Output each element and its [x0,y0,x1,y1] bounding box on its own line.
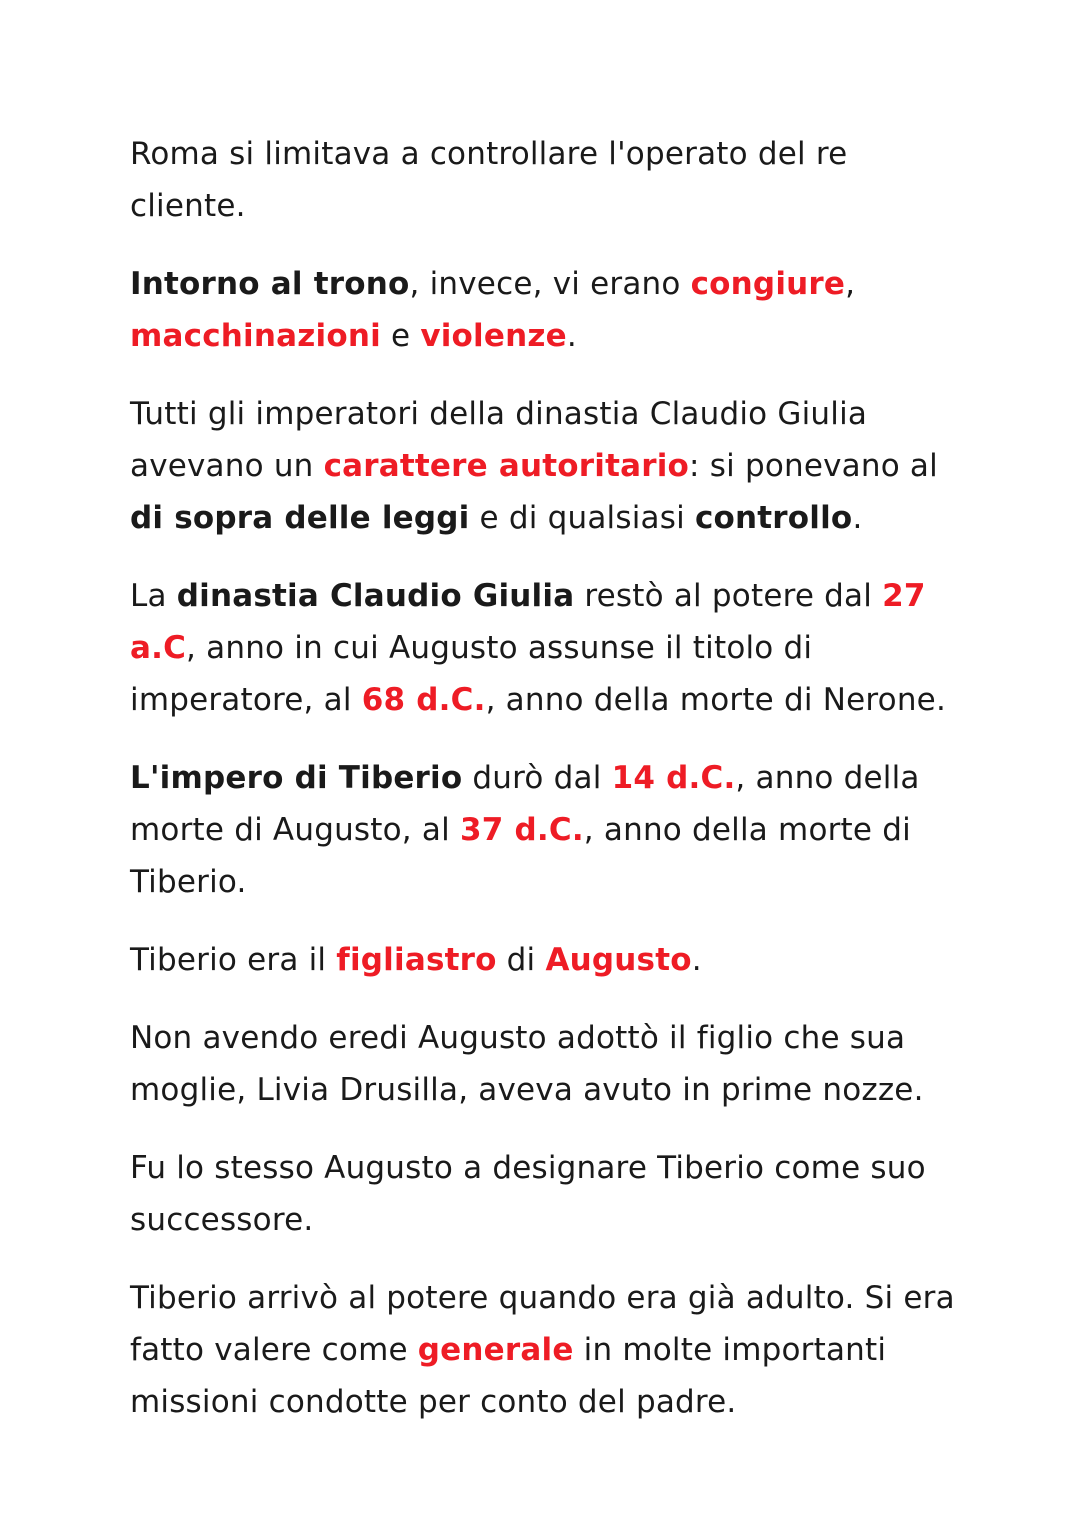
text-run: Non avendo eredi Augusto adottò il figlio che sua moglie, Livia Drusilla, aveva avuto in prime nozze. [130,1020,924,1108]
text-run: , invece, vi erano [409,266,691,302]
text-run: in molte importanti missioni condotte per conto del padre. [130,1332,887,1420]
date-highlight: 68 d.C. [361,682,486,718]
bold-text: di sopra delle leggi [130,500,470,536]
paragraph [130,934,960,986]
text-run: : si ponevano al [689,448,938,484]
text-run: , anno della morte di Augusto, al [130,760,920,848]
text-run: , [845,266,856,302]
paragraph [130,388,960,544]
text-run: . [566,318,577,354]
bold-text: dinastia Claudio Giulia [176,578,575,614]
text-run: Tiberio era il [130,942,337,978]
bold-text: L'impero di Tiberio [130,760,463,796]
text-run: Tiberio arrivò al potere quando era già adulto. Si era fatto valere come [130,1280,955,1368]
paragraph [130,1272,960,1428]
highlight-text: congiure [690,266,846,302]
date-highlight: 27 a.C [130,578,926,666]
paragraph [130,128,960,232]
highlight-text: generale [417,1332,574,1368]
paragraph [130,1012,960,1116]
text-run: La [130,578,177,614]
text-run: Tutti gli imperatori della dinastia Claudio Giulia avevano un [130,396,868,484]
text-run: , anno in cui Augusto assunse il titolo di imperatore, al [130,630,813,718]
document-page [130,128,960,1454]
paragraph [130,570,960,726]
paragraph [130,258,960,362]
bold-text: controllo [694,500,853,536]
highlight-text: Augusto [545,942,692,978]
paragraph [130,1142,960,1246]
text-run: , anno della morte di Nerone. [485,682,947,718]
highlight-text: violenze [420,318,567,354]
text-run: e di qualsiasi [469,500,695,536]
highlight-text: macchinazioni [130,318,381,354]
text-run: e [380,318,421,354]
text-run: restò al potere dal [574,578,883,614]
text-run: , anno della morte di Tiberio. [130,812,911,900]
date-highlight: 37 d.C. [459,812,584,848]
highlight-text: carattere autoritario [323,448,690,484]
highlight-text: figliastro [336,942,497,978]
text-run: . [691,942,702,978]
bold-text: Intorno al trono [130,266,410,302]
text-run: Fu lo stesso Augusto a designare Tiberio come suo successore. [130,1150,926,1238]
text-run: durò dal [462,760,612,796]
paragraph [130,752,960,908]
date-highlight: 14 d.C. [611,760,736,796]
text-run: di [496,942,546,978]
text-run: . [852,500,863,536]
text-run: Roma si limitava a controllare l'operato del re cliente. [130,136,848,224]
